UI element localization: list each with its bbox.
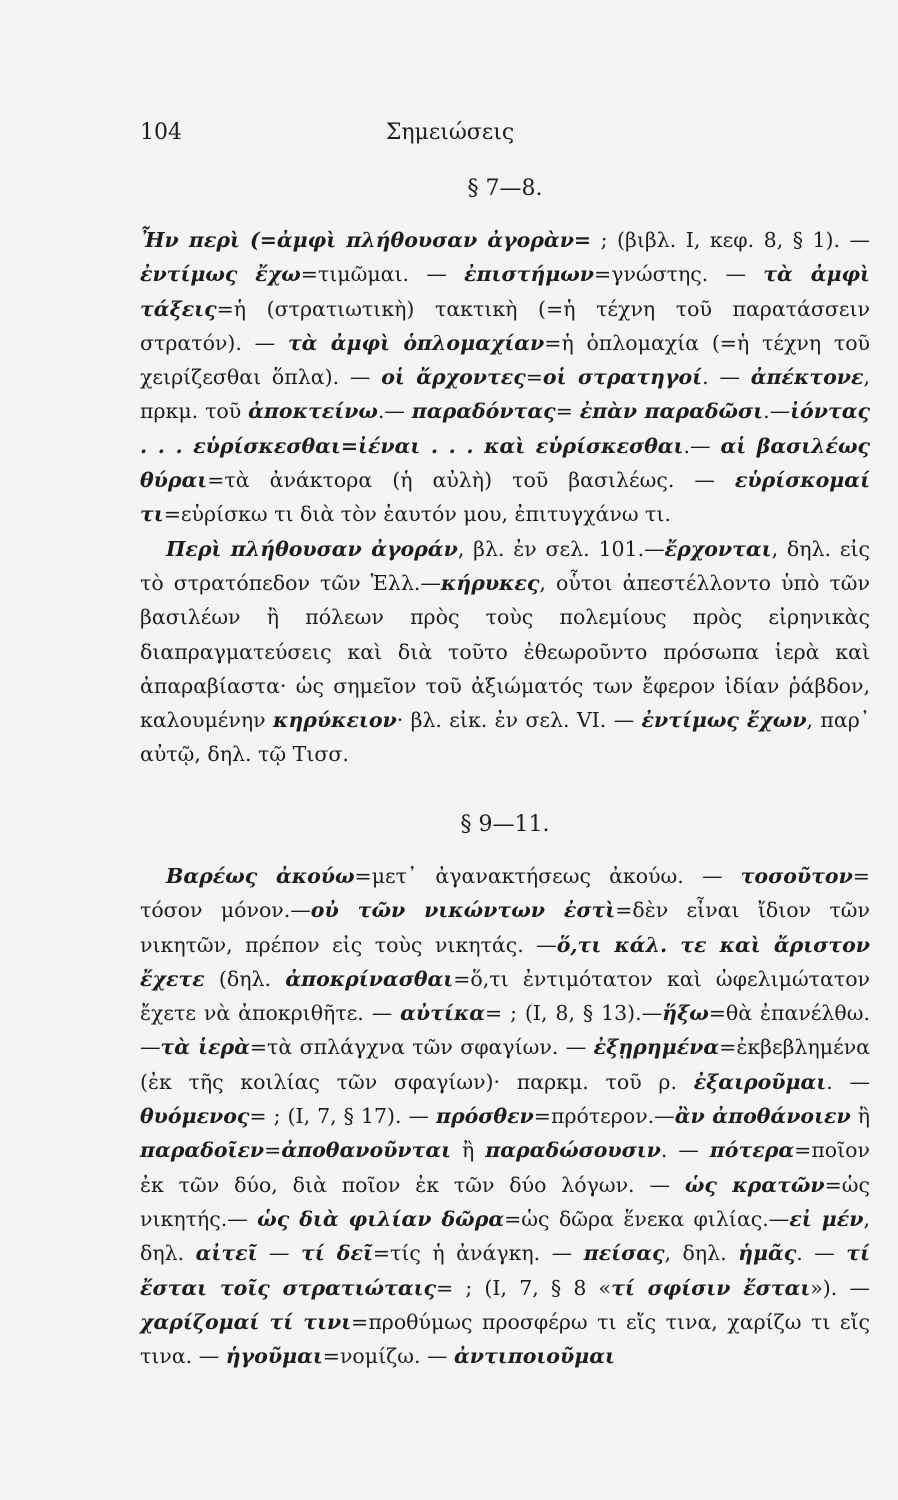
section-7-8: [140, 176, 870, 772]
paragraph: [140, 223, 870, 532]
lemma: κηρύκειον: [272, 708, 397, 733]
gloss: = ; (I, 7, § 17). —: [249, 1104, 436, 1129]
section-heading: § 7—8.: [467, 176, 543, 201]
gloss: =εὑρίσκω τι διὰ τὸν ἑαυτόν μου, ἐπιτυγχάνω τι.: [163, 502, 671, 527]
gloss: =νομίζω. —: [322, 1344, 454, 1369]
gloss: , δηλ.: [140, 1206, 870, 1266]
lemma: ἀπέκτονε: [750, 365, 864, 390]
gloss: .—: [377, 399, 412, 424]
gloss: , παρ᾿ αὐτῷ, δηλ. τῷ Τισσ.: [140, 708, 871, 767]
lemma: Βαρέως ἀκούω: [166, 864, 355, 888]
lemma: οἱ στρατηγοί: [542, 365, 703, 390]
lemma: θυόμενος: [140, 1104, 250, 1129]
gloss: , οὗτοι ἀπεστέλλοντο ὑπὸ τῶν βασιλέων ἢ πόλεων πρὸς τοὺς πολεμίους πρὸς εἰρηνικὰς διαπραγματεύσεις καὶ διὰ τοῦτο ἐθεωροῦντο πρόσωπα ἱερὰ καὶ ἀπαραβίαστα· ὡς σημεῖον τοῦ ἀξιώματός των ἔφερον ἰδίαν ῥάβδον, καλουμένην: [140, 570, 870, 733]
gloss: .—: [683, 433, 721, 458]
section-body: [140, 223, 870, 772]
lemma: τὰ ἀμφὶ ὁπλομαχίαν: [287, 330, 545, 355]
gloss: =προθύμως προσφέρω τι εἴς τινα, χαρίζω τι εἴς τινα. —: [140, 1309, 871, 1369]
lemma: ἀντιποιοῦμαι: [454, 1344, 615, 1369]
gloss: = ; (I, 8, § 13).—: [485, 1001, 663, 1026]
lemma: τί δεῖ: [300, 1241, 373, 1266]
gloss: =ἐκβεβλημένα (ἐκ τῆς κοιλίας τῶν σφαγίων)· παρκμ. τοῦ ρ.: [140, 1035, 871, 1094]
lemma: ἐπιστήμων: [464, 262, 595, 287]
gloss: · βλ. εἰκ. ἐν σελ. VI. —: [396, 708, 642, 733]
lemma: τί σφίσιν ἔσται: [611, 1275, 811, 1300]
lemma: παραδόντας: [411, 399, 556, 424]
gloss: =ὅ,τι ἐντιμότατον καὶ ὠφελιμώτατον ἔχετε νὰ ἀποκριθῆτε. —: [140, 966, 870, 1026]
gloss: »). —: [810, 1275, 870, 1300]
lemma: ἐντίμως ἔχων: [641, 708, 807, 733]
gloss: = τόσον μόνον.—: [140, 864, 870, 923]
lemma: Περὶ πλήθουσαν ἀγοράν: [166, 536, 458, 561]
lemma: ἡγοῦμαι: [225, 1344, 323, 1369]
gloss: , δηλ.: [664, 1241, 739, 1266]
lemma: ἀποκρίνασθαι: [285, 966, 454, 991]
lemma: παραδώσουσιν: [485, 1138, 661, 1163]
gloss: =: [525, 365, 543, 390]
gloss: .—: [763, 399, 791, 424]
lemma: ὡς κρατῶν: [684, 1172, 825, 1197]
gloss: =θὰ ἐπανέλθω. —: [140, 1001, 870, 1060]
lemma: τί ἔσται τοῖς στρατιώταις: [140, 1241, 870, 1300]
lemma: ἐξῃρημένα: [593, 1035, 720, 1060]
gloss: =: [555, 399, 580, 424]
gloss: . —: [826, 1069, 870, 1094]
gloss: ἢ: [451, 1138, 486, 1163]
lemma: ἐντίμως ἔχω: [140, 262, 301, 287]
lemma: ἰόντας . . . εὑρίσκεσθαι=ἰέναι . . . καὶ εὑρίσκεσθαι: [140, 399, 870, 458]
gloss: =δὲν εἶναι ἴδιον τῶν νικητῶν, πρέπον εἰς τοὺς νικητάς. —: [140, 898, 870, 957]
lemma: ἀποκτείνω: [248, 399, 378, 424]
lemma: πείσας: [583, 1241, 665, 1266]
section-9-11: [140, 812, 870, 1373]
lemma: πρόσθεν: [436, 1104, 534, 1129]
lemma: κήρυκες: [440, 570, 540, 595]
lemma: ὅ,τι κάλ. τε καὶ ἄριστον ἔχετε: [140, 932, 870, 991]
lemma: εὑρίσκομαί τι: [140, 468, 870, 527]
gloss: =πρότερον.—: [533, 1104, 675, 1129]
gloss: =ἡ (στρατιωτικὴ) τακτικὴ (=ἡ τέχνη τοῦ παρατάσσειν στρατόν). —: [140, 296, 870, 355]
gloss: = ; (I, 7, § 8 «: [436, 1275, 612, 1300]
lemma: χαρίζομαί τί τινι: [140, 1309, 352, 1334]
gloss: . —: [660, 1138, 710, 1163]
lemma: ἐπὰν παραδῶσι: [579, 399, 764, 424]
gloss: , βλ. ἐν σελ. 101.—: [457, 536, 665, 561]
running-head: [140, 120, 760, 152]
page-number: 104: [140, 120, 182, 145]
paragraph: [140, 859, 870, 1373]
gloss: =ὡς δῶρα ἕνεκα φιλίας.—: [504, 1206, 790, 1231]
gloss: , δηλ. εἰς τὸ στρατόπεδον τῶν Ἑλλ.—: [140, 536, 870, 595]
lemma: αἰτεῖ: [195, 1241, 258, 1266]
lemma: πότερα: [709, 1138, 795, 1163]
lemma: παραδοῖεν: [140, 1138, 265, 1163]
lemma: τὰ ἀμφὶ τάξεις: [140, 262, 870, 321]
lemma: τὰ ἱερὰ: [160, 1035, 250, 1060]
section-heading: § 9—11.: [460, 812, 550, 837]
running-title: Σημειώσεις: [385, 120, 515, 145]
lemma: ἂν ἀποθάνοιεν: [674, 1104, 851, 1129]
lemma: εἰ μέν: [789, 1206, 864, 1231]
lemma: ἀποθανοῦνται: [281, 1138, 452, 1163]
gloss: . —: [796, 1241, 847, 1266]
section-body: [140, 859, 870, 1373]
gloss: =ποῖον ἐκ τῶν δύο, διὰ ποῖον ἐκ τῶν δύο λόγων. —: [140, 1138, 870, 1197]
lemma: ἐξαιροῦμαι: [693, 1069, 827, 1094]
gloss: =τὰ ἀνάκτορα (ἡ αὐλὴ) τοῦ βασιλέως. —: [207, 468, 735, 493]
gloss: . —: [702, 365, 751, 390]
lemma: οὐ τῶν νικώντων ἐστὶ: [310, 898, 616, 923]
lemma: αἱ βασιλέως θύραι: [140, 433, 870, 493]
lemma: αὐτίκα: [400, 1001, 485, 1026]
lemma: ἔρχονται: [664, 536, 772, 561]
gloss: —: [257, 1241, 301, 1266]
lemma: ἡμᾶς: [738, 1241, 797, 1266]
gloss: =ὡς νικητής.—: [140, 1172, 870, 1231]
gloss: =γνώστης. —: [594, 262, 764, 287]
gloss: =τίς ἡ ἀνάγκη. —: [372, 1241, 584, 1266]
gloss: =τὰ σπλάγχνα τῶν σφαγίων. —: [249, 1035, 594, 1060]
gloss: =ἡ ὁπλομαχία (=ἡ τέχνη τοῦ χειρίζεσθαι ὅπλα). —: [140, 330, 870, 390]
gloss: =τιμῶμαι. —: [300, 262, 465, 287]
lemma: τοσοῦτον: [740, 864, 853, 888]
gloss: ; (βιβλ. Ι, κεφ. 8, § 1). —: [591, 228, 870, 252]
paragraph: [140, 532, 870, 772]
lemma: ὡς διὰ φιλίαν δῶρα: [257, 1206, 505, 1231]
gloss: (δηλ.: [204, 966, 286, 991]
gloss: ἢ: [850, 1104, 870, 1129]
gloss: , πρκμ. τοῦ: [140, 365, 870, 424]
gloss: =μετ᾿ ἀγανακτήσεως ἀκούω. —: [354, 864, 741, 888]
lemma: οἱ ἄρχοντες: [381, 365, 526, 390]
lemma: Ἦν περὶ (=ἀμφὶ πλήθουσαν ἀγορὰν=: [140, 228, 592, 252]
gloss: =: [264, 1138, 282, 1163]
lemma: ἥξω: [662, 1001, 709, 1026]
